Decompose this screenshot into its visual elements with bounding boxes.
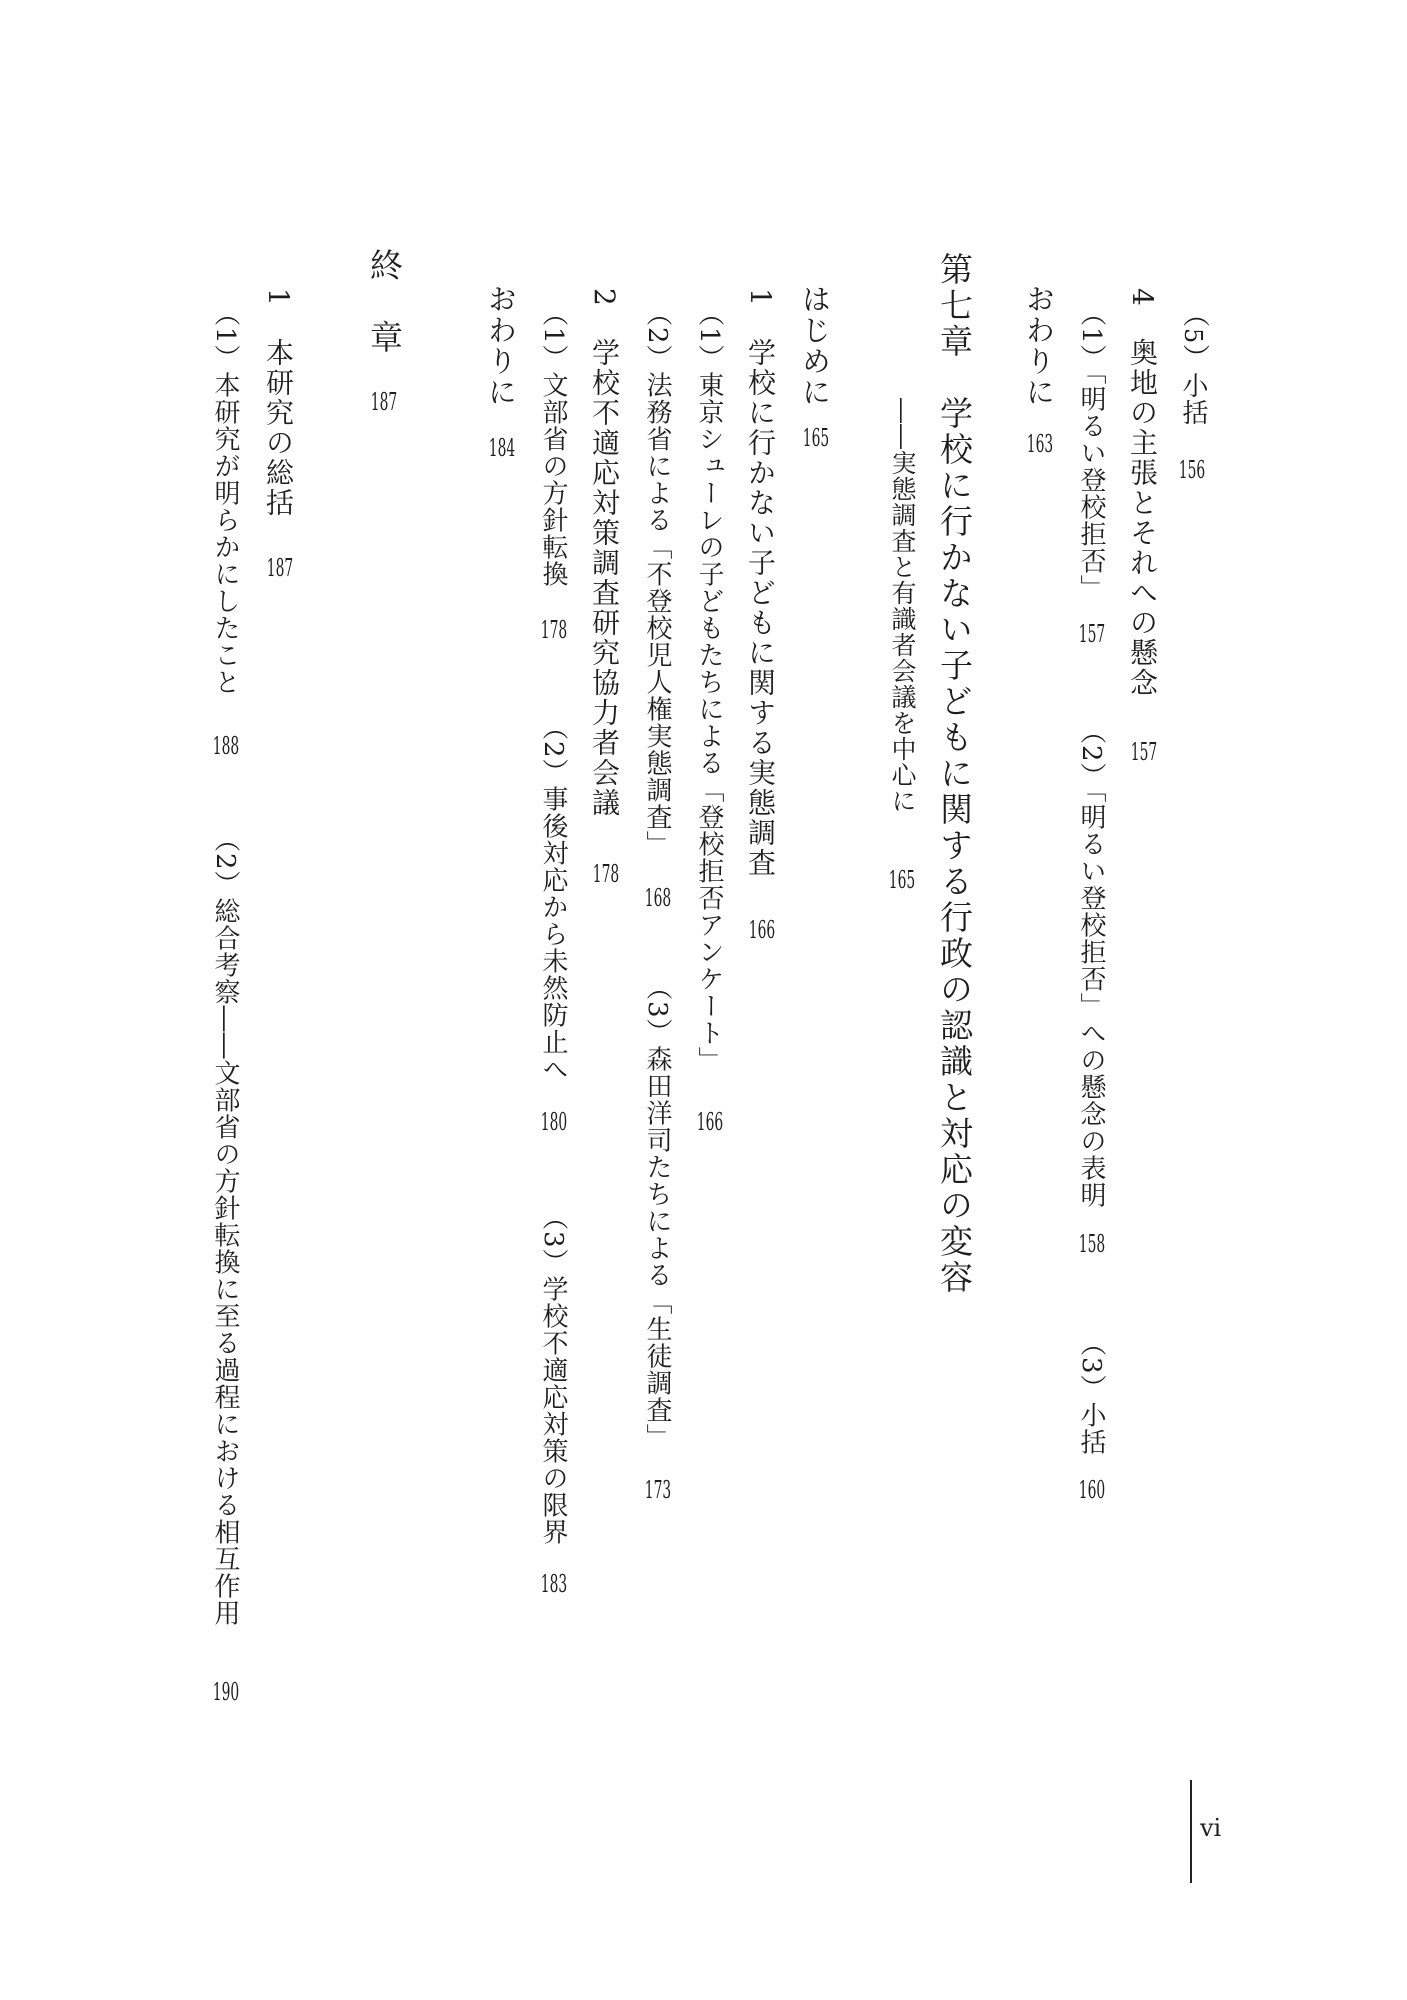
toc-page-163: 163 — [1026, 432, 1054, 456]
toc-entry-final-1-1: （1）本研究が明らかにしたこと — [210, 300, 240, 696]
toc-entry-4-3: （3）小括 — [1076, 1330, 1106, 1456]
toc-introduction-ch7: はじめに — [798, 284, 832, 408]
toc-page-180: 180 — [540, 1110, 568, 1134]
toc-page-187b: 187 — [266, 556, 294, 580]
toc-page-166a: 166 — [748, 918, 776, 942]
chapter-7-title: 第七章 学校に行かない子どもに関する行政の認識と対応の変容 — [935, 252, 974, 1296]
toc-page-156: 156 — [1178, 458, 1206, 482]
toc-entry-4-1: （1）「明るい登校拒否」 — [1076, 300, 1106, 602]
toc-page-184: 184 — [488, 436, 516, 460]
toc-page-183: 183 — [540, 1572, 568, 1596]
toc-section-7-1: 1 学校に行かない子どもに関する実態調査 — [744, 288, 777, 878]
toc-page-165a: 165 — [888, 868, 916, 892]
chapter-7-subtitle: ――実態調査と有識者会議を中心に — [888, 398, 917, 814]
toc-page-178b: 178 — [540, 618, 568, 642]
page-number: vi — [1200, 1814, 1222, 1842]
toc-page-166b: 166 — [696, 1110, 724, 1134]
toc-entry-5-summary: （5）小括 — [1178, 300, 1209, 427]
toc-entry-7-1-1: （1）東京シューレの子どもたちによる「登校拒否アンケート」 — [694, 300, 724, 1074]
toc-page-173: 173 — [644, 1478, 672, 1502]
toc-page-157b: 157 — [1078, 622, 1106, 646]
toc-conclusion-ch7: おわりに — [484, 284, 518, 408]
toc-conclusion-ch6: おわりに — [1022, 284, 1056, 408]
toc-section-4: 4 奥地の主張とそれへの懸念 — [1126, 288, 1159, 698]
toc-entry-7-1-3: （3）森田洋司たちによる「生徒調査」 — [642, 974, 672, 1451]
toc-page-158: 158 — [1078, 1232, 1106, 1256]
toc-page-168: 168 — [644, 886, 672, 910]
folio-rule — [1190, 1780, 1192, 1883]
chapter-final-title: 終 章 — [365, 248, 404, 356]
toc-page-187a: 187 — [370, 390, 398, 414]
toc-entry-7-2-2: （2）事後対応から未然防止へ — [538, 714, 568, 1083]
toc-page-165b: 165 — [802, 426, 830, 450]
toc-entry-7-2-1: （1）文部省の方針転換 — [538, 300, 568, 588]
toc-section-final-1: 1 本研究の総括 — [262, 288, 295, 518]
toc-entry-label-tail: 小括 — [1178, 372, 1208, 427]
toc-page-157a: 157 — [1130, 740, 1158, 764]
toc-entry-7-1-2: （2）法務省による「不登校児人権実態調査」 — [642, 300, 672, 858]
toc-entry-4-2: （2）「明るい登校拒否」への懸念の表明 — [1076, 718, 1106, 1209]
toc-page-190: 190 — [212, 1680, 240, 1704]
toc-page-160: 160 — [1078, 1478, 1106, 1502]
toc-page-178a: 178 — [592, 862, 620, 886]
toc-section-7-2: 2 学校不適応対策調査研究協力者会議 — [588, 288, 621, 818]
toc-entry-final-1-2: （2）総合考察――文部省の方針転換に至る過程における相互作用 — [210, 826, 240, 1627]
toc-entry-7-2-3: （3）学校不適応対策の限界 — [538, 1204, 568, 1546]
toc-page-188: 188 — [212, 734, 240, 758]
